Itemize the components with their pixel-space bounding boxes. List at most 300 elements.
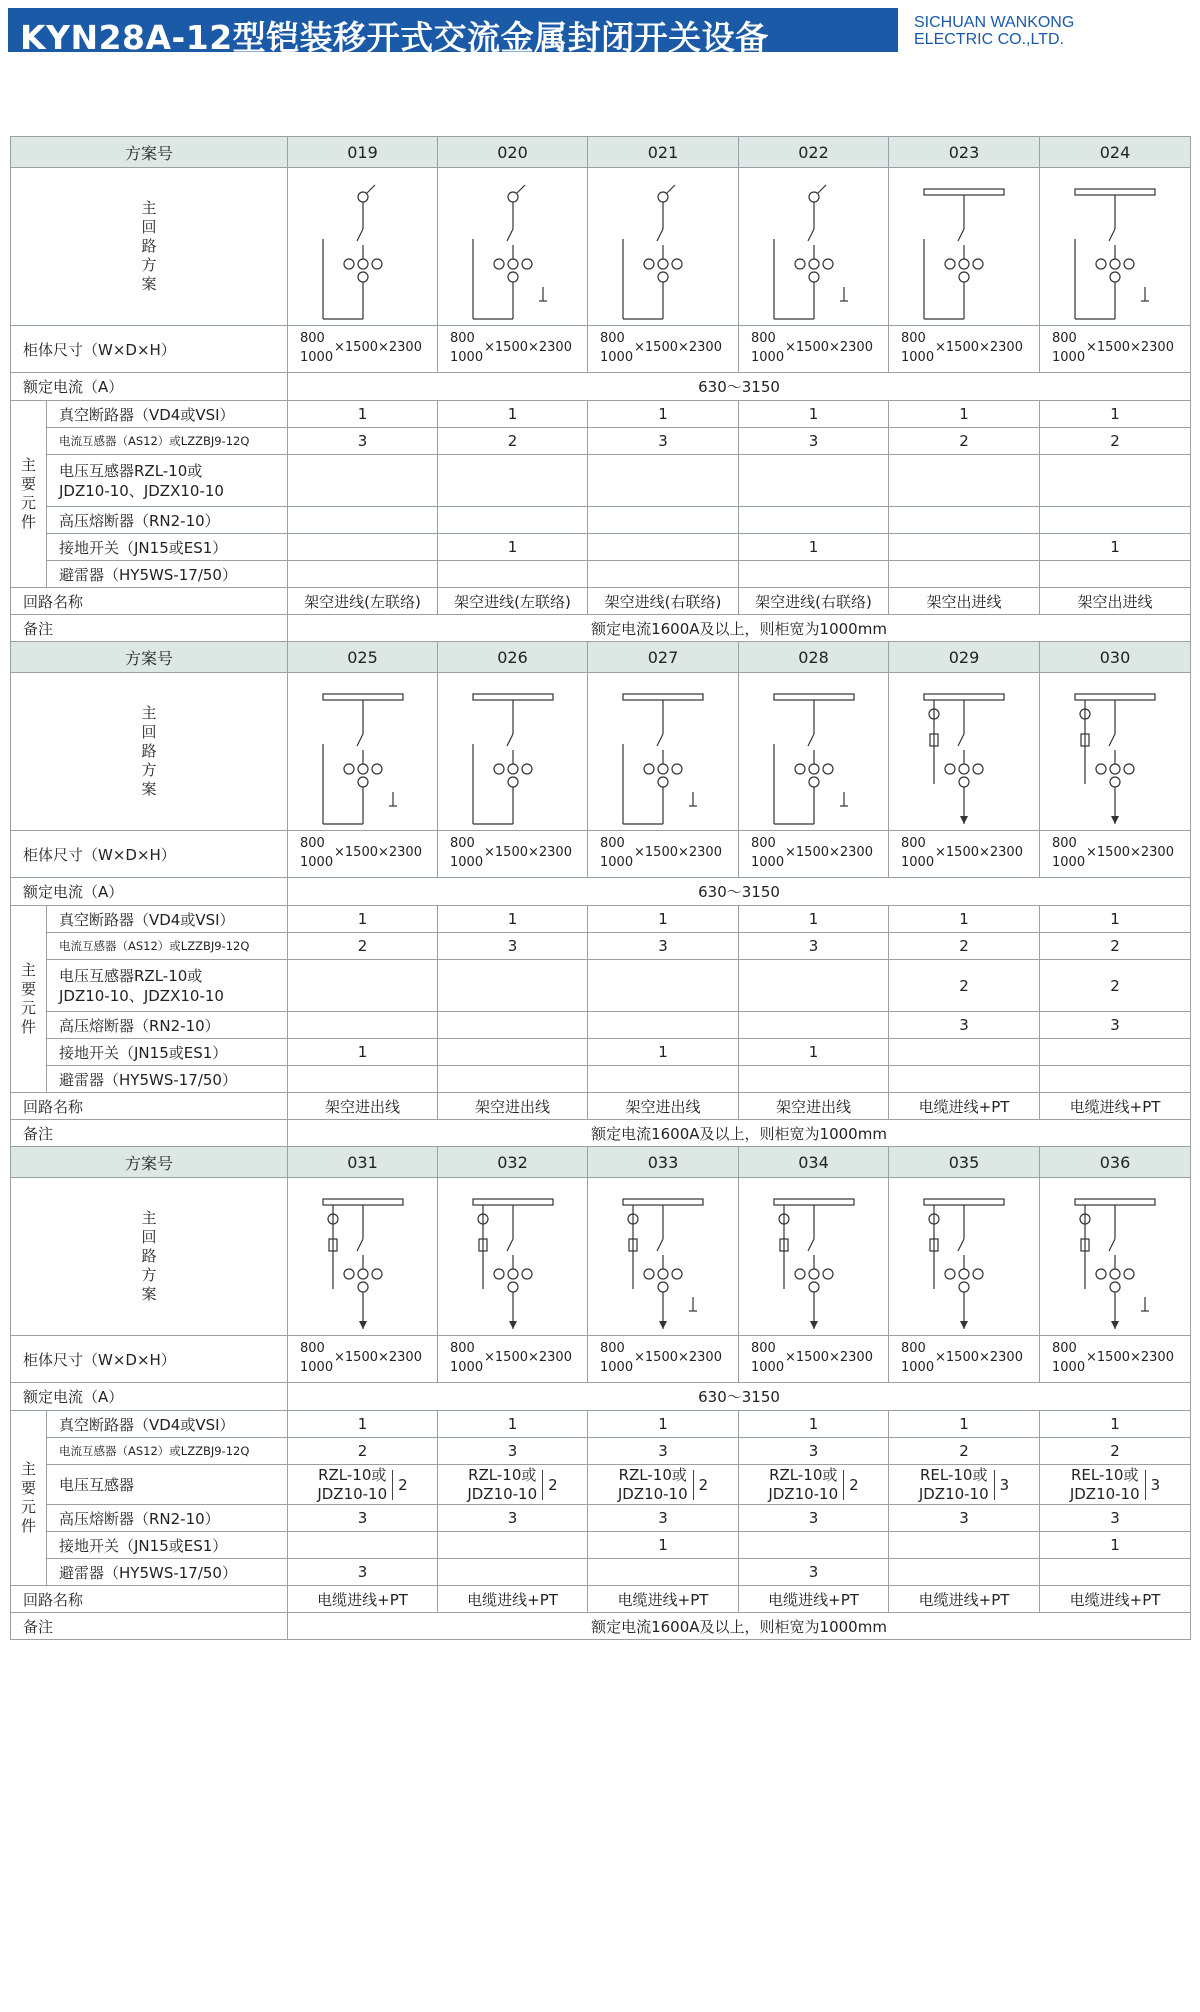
vacuum-breaker-value: 1 [588,401,739,428]
size-width-1000: 1000 [751,350,785,365]
hv-fuse-value: 3 [438,1505,588,1532]
current-transformer-value: 2 [889,1438,1040,1465]
size-depth-height: ×1500×2300 [634,340,722,355]
voltage-transformer-row [11,455,1191,507]
remark-row [11,615,1191,642]
surge-arrester-value [889,1559,1040,1586]
scheme-number: 034 [739,1147,889,1178]
hv-fuse-value: 3 [588,1505,739,1532]
main-circuit-char: 路 [141,237,157,255]
size-width-800: 800 [901,836,926,851]
hv-fuse-label: 高压熔断器（RN2-10） [47,1012,288,1039]
main-circuit-char: 路 [141,742,157,760]
cabinet-size-row [11,1336,1191,1383]
voltage-transformer-value [1040,1465,1191,1505]
cabinet-size-value [588,326,739,373]
circuit-diagram [1040,168,1191,326]
diagram-lines [924,1199,1004,1329]
size-width-1000: 1000 [450,855,484,870]
main-circuit-char: 方 [141,761,157,779]
vt-model [618,1466,688,1504]
size-width-1000: 1000 [901,1360,935,1375]
main-components-label-char: 元 [20,494,36,512]
circuit-diagram [588,673,739,831]
earthing-switch-value [889,1039,1040,1066]
current-transformer-value: 2 [1040,1438,1191,1465]
scheme-number: 028 [739,642,889,673]
remark-value: 额定电流1600A及以上，则柜宽为1000mm [288,615,1191,642]
vt-spec [317,1466,407,1504]
hv-fuse-row [11,1505,1191,1532]
size-depth-height: ×1500×2300 [785,845,873,860]
cabinet-size-box [889,1336,1039,1382]
cabinet-size-value [288,831,438,878]
main-circuit-label [11,1178,288,1336]
title-banner [8,8,898,57]
surge-arrester-value [739,561,889,588]
cabinet-size-label: 柜体尺寸（W×D×H） [11,326,288,373]
surge-arrester-value [288,561,438,588]
circuit-name-value: 架空进线(左联络) [438,588,588,615]
size-width-1000: 1000 [450,1360,484,1375]
vacuum-breaker-label: 真空断路器（VD4或VSI） [47,1411,288,1438]
cabinet-size-value [438,831,588,878]
main-components-label [11,401,47,588]
earthing-switch-value [288,1532,438,1559]
voltage-transformer-value [438,1465,588,1505]
diagram-lines [623,694,703,824]
remark-label: 备注 [11,1120,288,1147]
circuit-name-value: 架空进线(右联络) [739,588,889,615]
size-width-1000: 1000 [600,855,634,870]
circuit-diagram-svg [588,1179,738,1335]
main-components-label [11,1411,47,1586]
main-components-label-char: 主 [20,1460,36,1478]
diagram-row [11,673,1191,831]
rated-current-row [11,878,1191,906]
size-depth-height: ×1500×2300 [634,845,722,860]
circuit-diagram-svg [288,674,438,830]
size-depth-height: ×1500×2300 [484,845,572,860]
surge-arrester-value [1040,1066,1191,1093]
size-depth-height: ×1500×2300 [935,845,1023,860]
size-depth-height: ×1500×2300 [935,1350,1023,1365]
hv-fuse-value [438,507,588,534]
vacuum-breaker-value: 1 [1040,1411,1191,1438]
circuit-diagram-svg [588,169,738,325]
cabinet-size-box [588,1336,738,1382]
circuit-name-value: 电缆进线+PT [739,1586,889,1613]
vt-bracket [1145,1470,1146,1500]
scheme-number: 025 [288,642,438,673]
vt-model [919,1466,989,1504]
main-circuit-label [11,168,288,326]
circuit-name-value: 电缆进线+PT [889,1093,1040,1120]
circuit-diagram-svg [438,169,588,325]
main-circuit-char: 案 [141,1285,157,1303]
size-width-1000: 1000 [1052,1360,1086,1375]
scheme-number: 020 [438,137,588,168]
diagram-lines [1075,1199,1155,1329]
main-components-label-char: 件 [20,1517,36,1535]
page-title: KYN28A-12型铠装移开式交流金属封闭开关设备 [20,18,769,57]
cabinet-size-value [588,1336,739,1383]
earthing-switch-value: 1 [739,534,889,561]
earthing-switch-value [889,534,1040,561]
hv-fuse-value [588,1012,739,1039]
circuit-diagram-svg [1040,169,1190,325]
main-components-label-char: 要 [20,980,36,998]
current-transformer-value: 2 [889,933,1040,960]
circuit-diagram [889,1178,1040,1336]
size-width-800: 800 [300,331,325,346]
size-width-1000: 1000 [300,855,334,870]
main-circuit-label-text [140,199,158,294]
cabinet-size-box [739,831,888,877]
vt-count: 2 [698,1475,709,1494]
vacuum-breaker-value: 1 [588,1411,739,1438]
voltage-transformer-value [889,455,1040,507]
size-width-800: 800 [1052,836,1077,851]
diagram-lines [473,694,553,824]
surge-arrester-value [1040,561,1191,588]
rated-current-label: 额定电流（A） [11,373,288,401]
vt-bracket [392,1470,393,1500]
surge-arrester-value [739,1066,889,1093]
scheme-header-row [11,1147,1191,1178]
earthing-switch-label: 接地开关（JN15或ES1） [47,534,288,561]
vt-count: 2 [548,1475,558,1494]
diagram-lines [323,1199,403,1329]
surge-arrester-value [588,1559,739,1586]
circuit-name-row [11,1093,1191,1120]
cabinet-size-box [889,831,1039,877]
size-width-1000: 1000 [450,350,484,365]
vt-model-line: JDZ10-10 [1069,1484,1140,1503]
voltage-transformer-value [438,455,588,507]
vacuum-breaker-value: 1 [1040,401,1191,428]
surge-arrester-value [288,1066,438,1093]
hv-fuse-label: 高压熔断器（RN2-10） [47,507,288,534]
circuit-diagram [739,1178,889,1336]
company-line-1: SICHUAN WANKONG [914,14,1075,31]
main-circuit-char: 方 [141,1266,157,1284]
circuit-diagram-svg [739,674,889,830]
surge-arrester-value [588,561,739,588]
vt-spec [919,1466,1009,1504]
main-circuit-char: 案 [141,275,157,293]
remark-value: 额定电流1600A及以上，则柜宽为1000mm [288,1120,1191,1147]
size-width-800: 800 [450,836,475,851]
vacuum-breaker-value: 1 [889,906,1040,933]
vt-bracket [994,1470,995,1500]
circuit-diagram-svg [1040,674,1190,830]
circuit-diagram [739,673,889,831]
circuit-name-value: 架空进出线 [588,1093,739,1120]
cabinet-size-value [889,1336,1040,1383]
vt-model-line: JDZ10-10 [317,1484,388,1503]
main-components-label-text [20,1460,38,1536]
scheme-no-label: 方案号 [11,642,288,673]
main-circuit-char: 主 [141,199,157,217]
main-circuit-char: 路 [141,1247,157,1265]
scheme-number: 026 [438,642,588,673]
size-width-800: 800 [600,836,625,851]
circuit-diagram-svg [889,1179,1039,1335]
diagram-lines [473,185,547,319]
size-width-1000: 1000 [901,855,935,870]
voltage-transformer-label [47,455,288,507]
diagram-lines [924,694,1004,824]
scheme-number: 027 [588,642,739,673]
circuit-name-row [11,1586,1191,1613]
cabinet-size-value [288,326,438,373]
circuit-diagram-svg [889,169,1039,325]
voltage-transformer-value [288,1465,438,1505]
hv-fuse-value [889,507,1040,534]
circuit-diagram [288,1178,438,1336]
scheme-number: 030 [1040,642,1191,673]
size-width-1000: 1000 [1052,855,1086,870]
scheme-number: 029 [889,642,1040,673]
vt-count: 3 [999,1475,1010,1494]
cabinet-size-box [288,326,437,372]
main-components-label-char: 主 [20,961,36,979]
size-width-1000: 1000 [600,350,634,365]
circuit-name-row [11,588,1191,615]
rated-current-row [11,373,1191,401]
main-circuit-char: 案 [141,780,157,798]
size-width-800: 800 [450,1341,475,1356]
cabinet-size-value [588,831,739,878]
size-depth-height: ×1500×2300 [935,340,1023,355]
vt-model [768,1466,838,1504]
vt-count: 2 [398,1475,408,1494]
voltage-transformer-value [588,1465,739,1505]
surge-arrester-value [438,1066,588,1093]
cabinet-size-box [588,831,738,877]
hv-fuse-value [288,1012,438,1039]
hv-fuse-value [438,1012,588,1039]
vt-spec [1070,1466,1160,1504]
earthing-switch-value: 1 [588,1039,739,1066]
earthing-switch-value [288,534,438,561]
voltage-transformer-label-line-1: 电压互感器RZL-10或 [59,461,203,480]
cabinet-size-label: 柜体尺寸（W×D×H） [11,1336,288,1383]
current-transformer-row [11,933,1191,960]
circuit-diagram [438,1178,588,1336]
circuit-diagram-svg [739,169,889,325]
current-transformer-value: 3 [588,933,739,960]
vt-model-line: RZL-10或 [769,1465,838,1484]
vacuum-breaker-row [11,401,1191,428]
circuit-name-value: 电缆进线+PT [1040,1586,1191,1613]
current-transformer-value: 3 [739,1438,889,1465]
hv-fuse-value [288,507,438,534]
voltage-transformer-value: 2 [1040,960,1191,1012]
main-components-label-char: 元 [20,999,36,1017]
diagram-lines [323,694,403,824]
hv-fuse-value [739,507,889,534]
surge-arrester-label: 避雷器（HY5WS-17/50） [47,1559,288,1586]
voltage-transformer-row [11,1465,1191,1505]
size-depth-height: ×1500×2300 [484,340,572,355]
voltage-transformer-value [1040,455,1191,507]
main-components-label-char: 元 [20,1498,36,1516]
size-width-800: 800 [300,836,325,851]
vt-model [317,1466,387,1504]
surge-arrester-value: 3 [739,1559,889,1586]
earthing-switch-value [1040,1039,1191,1066]
vacuum-breaker-row [11,1411,1191,1438]
hv-fuse-value [739,1012,889,1039]
main-circuit-char: 回 [141,723,157,741]
circuit-name-value: 电缆进线+PT [889,1586,1040,1613]
earthing-switch-value [438,1039,588,1066]
size-width-800: 800 [1052,331,1077,346]
vt-model [1070,1466,1140,1504]
vacuum-breaker-value: 1 [889,401,1040,428]
main-components-label-text [20,961,38,1037]
circuit-diagram-svg [438,674,588,830]
cabinet-size-value [1040,326,1191,373]
voltage-transformer-value [739,455,889,507]
main-components-label-char: 主 [20,456,36,474]
cabinet-size-value [1040,831,1191,878]
cabinet-size-box [438,1336,587,1382]
main-components-label-text [20,456,38,532]
size-width-800: 800 [901,331,926,346]
vt-bracket [843,1470,844,1500]
company-name [914,14,1074,48]
diagram-row [11,1178,1191,1336]
current-transformer-value: 3 [438,933,588,960]
circuit-diagram-svg [288,1179,438,1335]
size-width-1000: 1000 [751,1360,785,1375]
main-circuit-char: 回 [141,1228,157,1246]
vacuum-breaker-value: 1 [438,906,588,933]
vacuum-breaker-value: 1 [889,1411,1040,1438]
scheme-table [10,136,1191,1640]
earthing-switch-value: 1 [1040,534,1191,561]
circuit-diagram [438,168,588,326]
diagram-lines [774,1199,854,1329]
main-circuit-char: 方 [141,256,157,274]
voltage-transformer-value: 2 [889,960,1040,1012]
vt-model-line: JDZ10-10 [467,1484,538,1503]
circuit-diagram [739,168,889,326]
rated-current-value: 630～3150 [288,878,1191,906]
size-depth-height: ×1500×2300 [634,1350,722,1365]
size-width-800: 800 [751,331,776,346]
hv-fuse-value: 3 [739,1505,889,1532]
current-transformer-value: 2 [438,428,588,455]
current-transformer-value: 3 [288,428,438,455]
voltage-transformer-label-line-2: JDZ10-10、JDZX10-10 [59,481,224,500]
surge-arrester-value [438,1559,588,1586]
cabinet-size-box [288,831,437,877]
cabinet-size-box [1040,831,1190,877]
earthing-switch-label: 接地开关（JN15或ES1） [47,1039,288,1066]
earthing-switch-row [11,1532,1191,1559]
vt-model-line: REL-10或 [919,1465,988,1484]
earthing-switch-value: 1 [588,1532,739,1559]
vt-count: 2 [849,1475,859,1494]
cabinet-size-box [1040,1336,1190,1382]
size-width-1000: 1000 [300,1360,334,1375]
size-width-800: 800 [901,1341,926,1356]
hv-fuse-value [588,507,739,534]
diagram-lines [924,189,1004,319]
scheme-number: 023 [889,137,1040,168]
current-transformer-label: 电流互感器（AS12）或LZZBJ9-12Q [47,428,288,455]
cabinet-size-value [889,326,1040,373]
size-width-1000: 1000 [600,1360,634,1375]
remark-label: 备注 [11,1613,288,1640]
hv-fuse-value: 3 [288,1505,438,1532]
vt-model-line: JDZ10-10 [768,1484,839,1503]
circuit-diagram [889,168,1040,326]
current-transformer-value: 3 [739,428,889,455]
vt-model-line: RZL-10或 [618,1465,687,1484]
voltage-transformer-value [739,960,889,1012]
surge-arrester-row [11,1066,1191,1093]
circuit-diagram-svg [288,169,438,325]
cabinet-size-value [739,1336,889,1383]
scheme-number: 024 [1040,137,1191,168]
scheme-header-row [11,642,1191,673]
size-width-1000: 1000 [1052,350,1086,365]
circuit-diagram [588,1178,739,1336]
cabinet-size-box [588,326,738,372]
vt-bracket [693,1470,694,1500]
vacuum-breaker-value: 1 [739,401,889,428]
remark-value: 额定电流1600A及以上，则柜宽为1000mm [288,1613,1191,1640]
circuit-name-value: 架空进出线 [739,1093,889,1120]
vt-spec [618,1466,708,1504]
circuit-diagram [1040,1178,1191,1336]
voltage-transformer-value [588,960,739,1012]
surge-arrester-label: 避雷器（HY5WS-17/50） [47,1066,288,1093]
earthing-switch-row [11,534,1191,561]
circuit-diagram [889,673,1040,831]
voltage-transformer-value [288,960,438,1012]
current-transformer-label: 电流互感器（AS12）或LZZBJ9-12Q [47,933,288,960]
hv-fuse-label: 高压熔断器（RN2-10） [47,1505,288,1532]
hv-fuse-value: 3 [1040,1012,1191,1039]
main-circuit-char: 主 [141,1209,157,1227]
main-components-label [11,906,47,1093]
cabinet-size-value [739,831,889,878]
vacuum-breaker-value: 1 [288,906,438,933]
main-components-label-char: 要 [20,475,36,493]
diagram-lines [323,185,382,319]
current-transformer-value: 3 [739,933,889,960]
hv-fuse-value: 3 [1040,1505,1191,1532]
vacuum-breaker-value: 1 [288,401,438,428]
surge-arrester-value [438,561,588,588]
diagram-lines [623,185,682,319]
current-transformer-label: 电流互感器（AS12）或LZZBJ9-12Q [47,1438,288,1465]
scheme-header-row [11,137,1191,168]
size-width-800: 800 [450,331,475,346]
size-width-800: 800 [600,331,625,346]
size-depth-height: ×1500×2300 [785,1350,873,1365]
rated-current-label: 额定电流（A） [11,1383,288,1411]
circuit-name-label: 回路名称 [11,1093,288,1120]
voltage-transformer-label-line-2: JDZ10-10、JDZX10-10 [59,986,224,1005]
hv-fuse-row [11,1012,1191,1039]
